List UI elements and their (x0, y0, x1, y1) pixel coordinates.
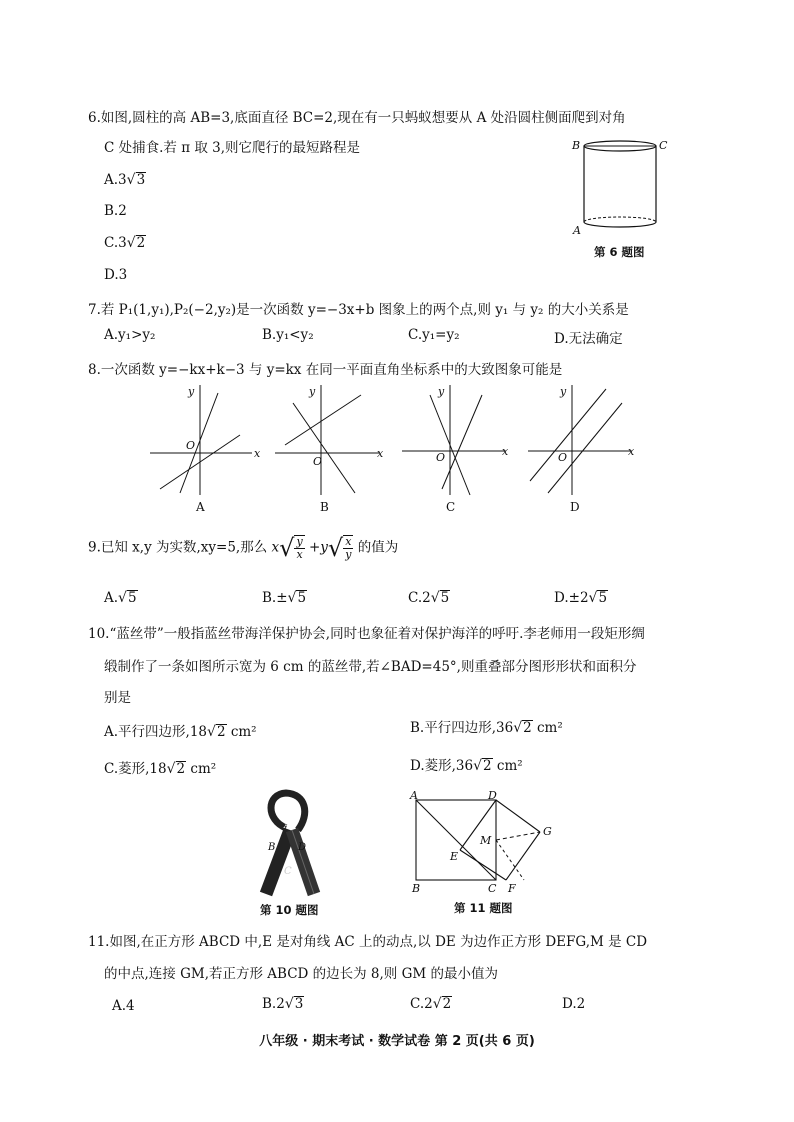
svg-text:y: y (309, 385, 316, 398)
q8-option-c[interactable]: C (446, 500, 456, 514)
svg-text:A: A (410, 789, 418, 802)
q6-option-d[interactable]: D.3 (104, 267, 128, 283)
q7-option-a[interactable]: A.y₁>y₂ (104, 327, 156, 343)
square-figure (404, 790, 564, 900)
svg-text:x: x (254, 447, 261, 460)
svg-text:x: x (377, 447, 384, 460)
q11-line1: 11.如图,在正方形 ABCD 中,E 是对角线 AC 上的动点,以 DE 为边作正方形 DEFG,M 是 CD (88, 934, 648, 950)
q11-option-d[interactable]: D.2 (562, 996, 586, 1012)
q10-option-b[interactable]: B.平行四边形,36√2 cm² (410, 720, 563, 736)
svg-text:O: O (186, 439, 196, 452)
svg-text:A: A (284, 820, 292, 831)
svg-text:C: C (488, 882, 497, 895)
svg-text:C: C (284, 866, 292, 877)
q8-option-b[interactable]: B (320, 500, 329, 514)
q9-option-d[interactable]: D.±2√5 (554, 590, 608, 606)
q10-option-d[interactable]: D.菱形,36√2 cm² (410, 758, 523, 774)
cylinder-figure (570, 134, 670, 244)
q8-option-a[interactable]: A (196, 500, 205, 514)
q9-option-c[interactable]: C.2√5 (408, 590, 450, 606)
q8-graph-c (402, 385, 512, 495)
q8-option-d[interactable]: D (570, 500, 580, 514)
q6-line1: 6.如图,圆柱的高 AB=3,底面直径 BC=2,现在有一只蚂蚁想要从 A 处沿圆柱侧面爬到对角 (88, 110, 626, 126)
q6-option-c[interactable]: C.3√2 (104, 235, 146, 251)
q9-option-a[interactable]: A.√5 (104, 590, 137, 606)
q8-graph-b (275, 385, 385, 495)
svg-text:D: D (298, 842, 307, 853)
svg-text:O: O (436, 451, 446, 464)
q11-option-c[interactable]: C.2√2 (410, 996, 452, 1012)
q7-line1: 7.若 P₁(1,y₁),P₂(−2,y₂)是一次函数 y=−3x+b 图象上的两个点,则 y₁ 与 y₂ 的大小关系是 (88, 302, 629, 318)
svg-text:y: y (560, 385, 567, 398)
q11-line2: 的中点,连接 GM,若正方形 ABCD 的边长为 8,则 GM 的最小值为 (104, 966, 498, 982)
q6-figure-caption: 第 6 题图 (594, 245, 645, 259)
svg-text:M: M (480, 834, 492, 847)
q10-line2: 缎制作了一条如图所示宽为 6 cm 的蓝丝带,若∠BAD=45°,则重叠部分图形形状和面积分 (104, 659, 637, 675)
q7-option-c[interactable]: C.y₁=y₂ (408, 327, 460, 343)
q10-line1: 10.“蓝丝带”一般指蓝丝带海洋保护协会,同时也象征着对保护海洋的呼吁.李老师用一段矩形绸 (88, 626, 645, 642)
q10-line3: 别是 (104, 690, 131, 706)
q10-figure-caption: 第 10 题图 (260, 903, 319, 917)
svg-text:x: x (628, 445, 635, 458)
q10-option-a[interactable]: A.平行四边形,18√2 cm² (104, 724, 257, 740)
svg-text:y: y (188, 385, 195, 398)
q8-graph-d (528, 385, 638, 495)
svg-text:O: O (558, 451, 568, 464)
q9-line1: 9.已知 x,y 为实数,xy=5,那么 x√ $\frac{y}{x}$ +y√ $\frac{x}{y}$ 的值为 (88, 534, 399, 562)
q11-figure-caption: 第 11 题图 (454, 901, 513, 915)
page-footer: 八年级 · 期末考试 · 数学试卷 第 2 页(共 6 页) (259, 1034, 535, 1049)
q10-option-c[interactable]: C.菱形,18√2 cm² (104, 761, 217, 777)
q7-option-d[interactable]: D.无法确定 (554, 331, 623, 347)
svg-text:E: E (450, 850, 459, 863)
q8-line1: 8.一次函数 y=−kx+k−3 与 y=kx 在同一平面直角坐标系中的大致图象可能是 (88, 362, 563, 378)
q8-graph-a (150, 385, 260, 495)
svg-text:x: x (502, 445, 509, 458)
cylinder-label-b: B (572, 139, 581, 152)
svg-text:B: B (268, 842, 276, 853)
svg-text:F: F (508, 882, 516, 895)
svg-text:G: G (543, 825, 552, 838)
q7-option-b[interactable]: B.y₁<y₂ (262, 327, 314, 343)
q6-option-a[interactable]: A.3√3 (104, 172, 146, 188)
q11-option-a[interactable]: A.4 (112, 998, 135, 1014)
svg-text:y: y (438, 385, 445, 398)
q6-option-b[interactable]: B.2 (104, 203, 127, 219)
q11-option-b[interactable]: B.2√3 (262, 996, 304, 1012)
q6-line2: C 处捕食.若 π 取 3,则它爬行的最短路程是 (104, 140, 361, 156)
cylinder-label-a: A (573, 224, 581, 237)
svg-text:B: B (412, 882, 421, 895)
svg-text:D: D (488, 789, 497, 802)
q9-option-b[interactable]: B.±√5 (262, 590, 307, 606)
ribbon-figure (256, 790, 326, 898)
svg-text:O: O (313, 455, 323, 468)
cylinder-label-c: C (659, 139, 668, 152)
